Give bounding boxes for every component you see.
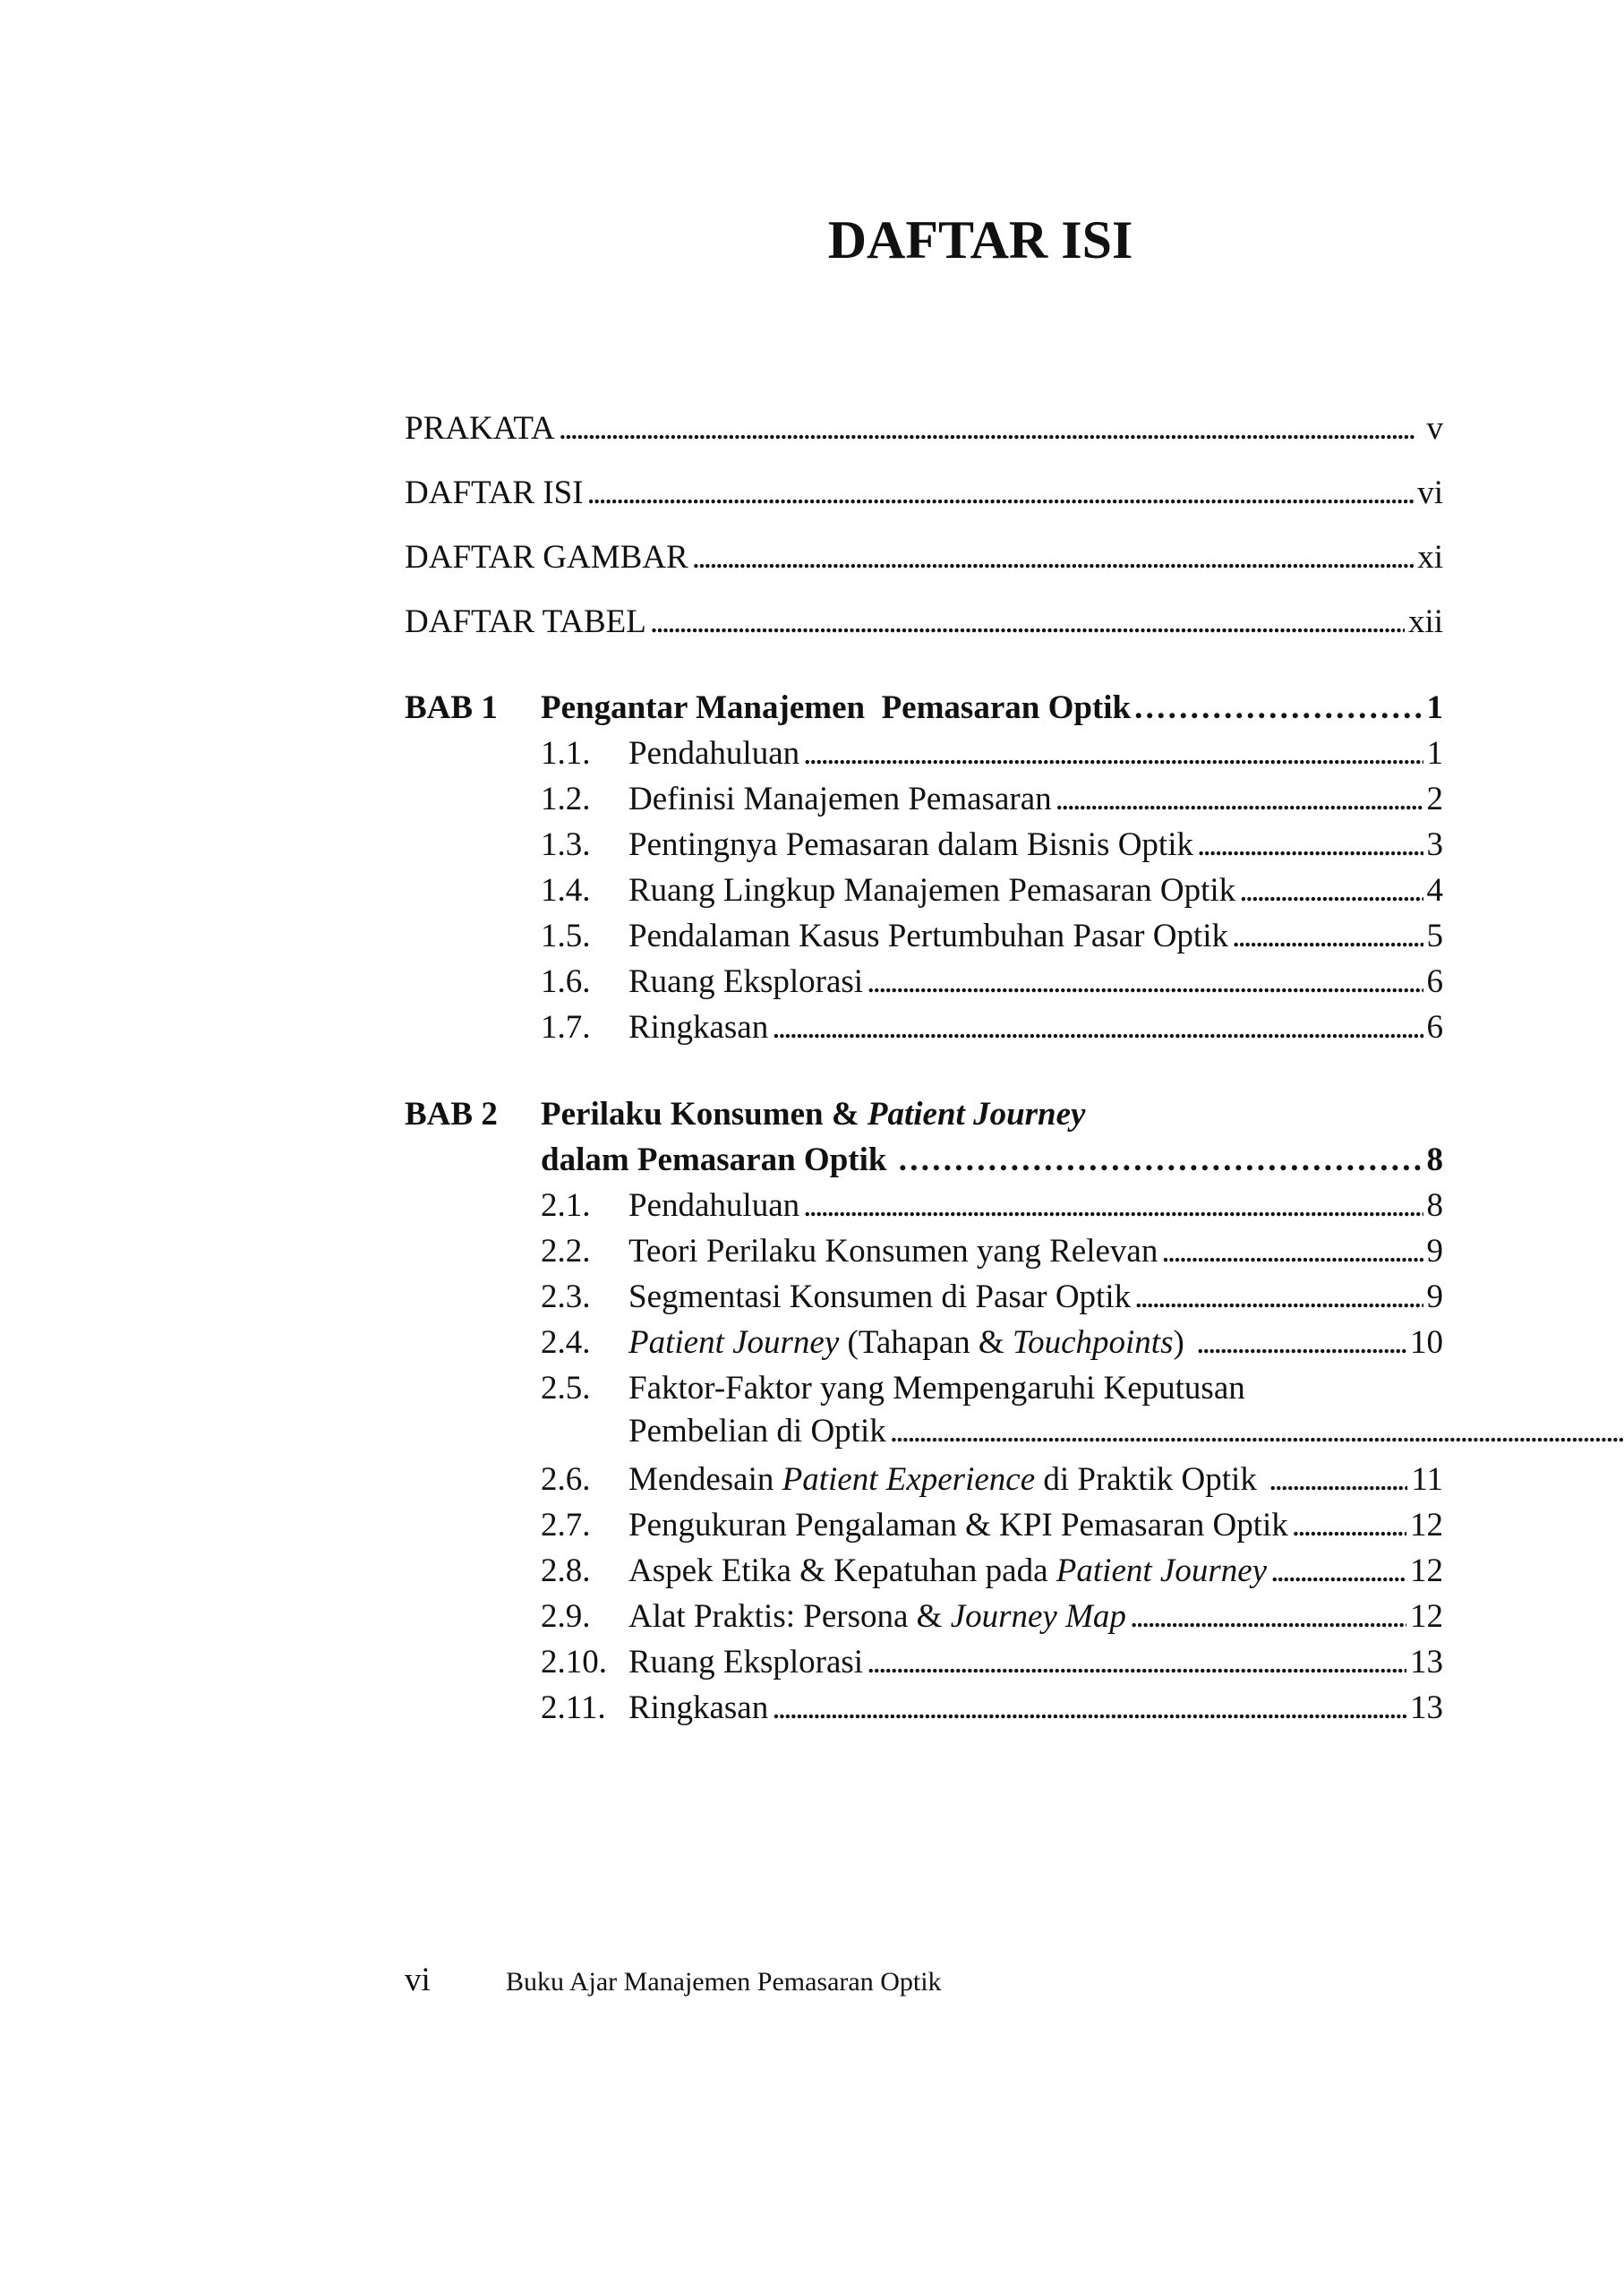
- chapter-title-bab-1[interactable]: [541, 687, 1443, 730]
- dot-leader: [1270, 1550, 1406, 1593]
- section-title-part: di Praktik Optik: [1035, 1461, 1266, 1498]
- dot-leader: [803, 1184, 1423, 1227]
- section-number: 2.5.: [541, 1370, 591, 1407]
- toc-section[interactable]: [541, 1458, 1443, 1501]
- toc-section[interactable]: [541, 1550, 1443, 1593]
- toc-section[interactable]: [541, 778, 1443, 821]
- dot-leader: [1269, 1458, 1407, 1501]
- toc-section[interactable]: [541, 1230, 1443, 1273]
- toc-section[interactable]: [541, 732, 1443, 775]
- section-title-continued: Pembelian di Optik: [628, 1413, 886, 1450]
- dot-leader: [1134, 1276, 1423, 1319]
- dot-leader: [772, 1687, 1406, 1730]
- toc-section[interactable]: [541, 1321, 1443, 1364]
- section-title: Ringkasan: [628, 1009, 769, 1046]
- page-footer: [405, 1961, 942, 1999]
- toc-entry-prakata[interactable]: [405, 407, 1443, 450]
- section-number: 1.5.: [541, 918, 591, 954]
- section-title: [628, 1321, 1192, 1364]
- section-number: 2.9.: [541, 1598, 591, 1635]
- page-title: DAFTAR ISI: [827, 210, 1133, 269]
- section-title-italic: Patient Journey: [628, 1324, 840, 1361]
- toc-section[interactable]: [541, 1641, 1443, 1684]
- toc-page-number: 1: [1426, 735, 1443, 772]
- toc-page-number: xii: [1407, 603, 1443, 640]
- section-number: 1.4.: [541, 872, 591, 909]
- section-title: Ruang Eksplorasi: [628, 1644, 864, 1681]
- section-title-italic: Patient Journey: [1056, 1552, 1268, 1589]
- section-title: Definisi Manajemen Pemasaran: [628, 781, 1052, 817]
- dot-leader: [1130, 1595, 1406, 1638]
- toc-entry-daftar-tabel[interactable]: [405, 601, 1443, 644]
- toc-page-number: 1: [1426, 689, 1443, 726]
- chapter-title-italic: Patient Journey: [867, 1096, 1086, 1133]
- toc-section[interactable]: [541, 961, 1443, 1004]
- dot-leader: [867, 1641, 1406, 1684]
- toc-section[interactable]: [541, 824, 1443, 867]
- toc-page-number: 9: [1426, 1233, 1443, 1270]
- chapter-title-bab-2-line2[interactable]: [541, 1139, 1443, 1182]
- dot-leader: [1232, 915, 1423, 958]
- toc-section[interactable]: [541, 1276, 1443, 1319]
- section-title: Pendahuluan: [628, 1187, 800, 1224]
- section-title-italic: Journey Map: [950, 1598, 1126, 1635]
- dot-leader: [1239, 869, 1423, 912]
- section-number: 2.8.: [541, 1552, 591, 1589]
- toc-page-number: 13: [1410, 1644, 1443, 1681]
- section-number: 2.10.: [541, 1644, 607, 1681]
- section-number: 1.1.: [541, 735, 591, 772]
- dot-leader: [1196, 1321, 1406, 1364]
- toc-section[interactable]: [541, 869, 1443, 912]
- toc-page-number: xi: [1417, 539, 1443, 576]
- dot-leader: [559, 407, 1423, 450]
- dot-leader: [1134, 687, 1423, 730]
- footer-book-title: Buku Ajar Manajemen Pemasaran Optik: [506, 1967, 942, 1997]
- section-number: 2.11.: [541, 1689, 606, 1726]
- chapter-title: Pengantar Manajemen Pemasaran Optik: [541, 689, 1132, 726]
- toc-page-number: 5: [1426, 918, 1443, 954]
- chapter-label: BAB 1: [405, 689, 498, 726]
- toc-page-number: 6: [1426, 963, 1443, 1000]
- toc-page-number: 9: [1426, 1279, 1443, 1315]
- toc-section[interactable]: [541, 915, 1443, 958]
- toc-page-number: 2: [1426, 781, 1443, 817]
- dot-leader: [587, 472, 1415, 515]
- dot-leader: [899, 1139, 1423, 1182]
- dot-leader: [867, 961, 1423, 1004]
- section-number: 2.7.: [541, 1507, 591, 1544]
- toc-entry-label: DAFTAR TABEL: [405, 603, 646, 640]
- toc-entry-label: DAFTAR ISI: [405, 475, 584, 511]
- section-title: Pengukuran Pengalaman & KPI Pemasaran Optik: [628, 1507, 1288, 1544]
- section-title: Ruang Lingkup Manajemen Pemasaran Optik: [628, 872, 1236, 909]
- section-title-part: Mendesain: [628, 1461, 782, 1498]
- toc-section[interactable]: [541, 1006, 1443, 1049]
- dot-leader: [650, 601, 1405, 644]
- section-title-italic: Patient Experience: [782, 1461, 1036, 1498]
- chapter-title-bab-2-line1[interactable]: [541, 1093, 1443, 1136]
- toc-entry-label: PRAKATA: [405, 410, 555, 447]
- section-title-part: Aspek Etika & Kepatuhan pada: [628, 1552, 1056, 1589]
- toc-page-number: 13: [1410, 1689, 1443, 1726]
- dot-leader: [803, 732, 1423, 775]
- section-title: Pentingnya Pemasaran dalam Bisnis Optik: [628, 826, 1193, 863]
- toc-page-number: 6: [1426, 1009, 1443, 1046]
- section-title: Ruang Eksplorasi: [628, 963, 864, 1000]
- section-title: Teori Perilaku Konsumen yang Relevan: [628, 1233, 1158, 1270]
- toc-entry-daftar-gambar[interactable]: [405, 536, 1443, 579]
- section-title: [628, 1458, 1265, 1501]
- chapter-label: BAB 2: [405, 1096, 498, 1133]
- section-title-part: Alat Praktis: Persona &: [628, 1598, 951, 1635]
- section-number: 1.3.: [541, 826, 591, 863]
- dot-leader: [890, 1410, 1624, 1453]
- section-number: 2.3.: [541, 1279, 591, 1315]
- section-title: Pendahuluan: [628, 735, 800, 772]
- toc-page-number: 10: [1410, 1324, 1443, 1361]
- section-title: [628, 1595, 1126, 1638]
- toc-page-number: 12: [1410, 1598, 1443, 1635]
- section-title-line2: [628, 1410, 1624, 1453]
- toc-page-number: 12: [1410, 1507, 1443, 1544]
- toc-page-number: vi: [1417, 475, 1443, 511]
- dot-leader: [1161, 1230, 1423, 1273]
- toc-page-number: 8: [1426, 1187, 1443, 1224]
- chapter-title-part: Perilaku Konsumen &: [541, 1096, 868, 1133]
- toc-section[interactable]: [541, 1687, 1443, 1730]
- section-title: Ringkasan: [628, 1689, 769, 1726]
- footer-page-number: vi: [405, 1962, 431, 1998]
- toc-page-number: v: [1426, 410, 1443, 447]
- toc-page-number: 12: [1410, 1552, 1443, 1589]
- section-number: 1.2.: [541, 781, 591, 817]
- section-title: Faktor-Faktor yang Mempengaruhi Keputusan: [628, 1370, 1245, 1407]
- section-title-italic: Touchpoints: [1012, 1324, 1174, 1361]
- section-number: 2.1.: [541, 1187, 591, 1224]
- section-title: Pendalaman Kasus Pertumbuhan Pasar Optik: [628, 918, 1228, 954]
- toc-section[interactable]: [541, 1184, 1443, 1227]
- section-title-part: (Tahapan &: [839, 1324, 1013, 1361]
- dot-leader: [692, 536, 1414, 579]
- toc-page-number: 4: [1426, 872, 1443, 909]
- toc-section[interactable]: [541, 1595, 1443, 1638]
- section-title-block: [628, 1367, 1624, 1453]
- chapter-title-part: dalam Pemasaran Optik: [541, 1142, 895, 1178]
- toc-page-number: 8: [1426, 1142, 1443, 1178]
- section-title: [628, 1550, 1267, 1593]
- dot-leader: [1056, 778, 1423, 821]
- toc-page-number: 11: [1411, 1461, 1443, 1498]
- toc-section[interactable]: [541, 1504, 1443, 1547]
- section-number: 2.6.: [541, 1461, 591, 1498]
- toc-page-number: 3: [1426, 826, 1443, 863]
- toc-entry-label: DAFTAR GAMBAR: [405, 539, 688, 576]
- section-number: 2.4.: [541, 1324, 591, 1361]
- section-number: 1.7.: [541, 1009, 591, 1046]
- toc-entry-daftar-isi[interactable]: [405, 472, 1443, 515]
- dot-leader: [772, 1006, 1423, 1049]
- dot-leader: [1292, 1504, 1406, 1547]
- section-title-part: ): [1173, 1324, 1193, 1361]
- section-number: 1.6.: [541, 963, 591, 1000]
- toc-section[interactable]: [541, 1367, 1443, 1453]
- dot-leader: [1197, 824, 1423, 867]
- section-title: Segmentasi Konsumen di Pasar Optik: [628, 1279, 1132, 1315]
- section-number: 2.2.: [541, 1233, 591, 1270]
